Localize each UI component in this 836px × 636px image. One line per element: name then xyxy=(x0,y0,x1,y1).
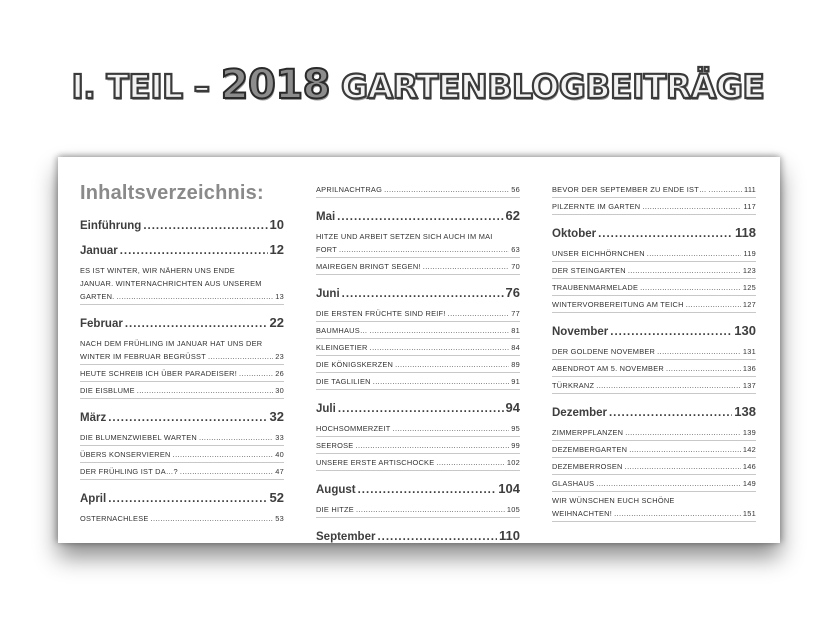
toc-entry xyxy=(316,501,520,518)
section-page: 110 xyxy=(499,528,520,543)
leader-dots xyxy=(614,509,741,518)
leader-dots xyxy=(642,202,741,211)
leader-dots xyxy=(709,185,742,194)
entry-label: WINTER IM FEBRUAR BEGRÜSST xyxy=(80,352,206,361)
toc-entry xyxy=(552,181,756,198)
entry-page: 125 xyxy=(742,283,756,292)
toc-entry-text: ES IST WINTER, WIR NÄHERN UNS ENDE xyxy=(80,266,235,275)
entry-label: DIE HITZE xyxy=(316,505,354,514)
toc-entry xyxy=(80,429,284,446)
entry-label: SEEROSE xyxy=(316,441,354,450)
leader-dots xyxy=(598,228,733,240)
leader-dots xyxy=(686,300,741,309)
entry-page: 81 xyxy=(511,326,520,335)
toc-entry xyxy=(552,505,756,522)
toc-section-januar xyxy=(80,242,284,257)
entry-label: UNSERE ERSTE ARTISCHOCKE xyxy=(316,458,435,467)
entry-page: 149 xyxy=(742,479,756,488)
entry-label: PILZERNTE IM GARTEN xyxy=(552,202,641,211)
banner-year: 2018 xyxy=(220,62,331,108)
leader-dots xyxy=(208,352,273,361)
leader-dots xyxy=(180,467,273,476)
toc-section-februar xyxy=(80,315,284,330)
entry-page: 105 xyxy=(506,505,520,514)
banner-suffix: GARTENBLOGBEITRÄGE xyxy=(341,67,765,106)
toc-section-maerz xyxy=(80,409,284,424)
entry-page: 33 xyxy=(275,433,284,442)
toc-section-juli xyxy=(316,400,520,415)
toc-entry xyxy=(552,296,756,313)
entry-page: 47 xyxy=(275,467,284,476)
entry-page: 117 xyxy=(743,202,756,211)
leader-dots xyxy=(628,266,741,275)
toc-entry xyxy=(316,258,520,275)
entry-page: 77 xyxy=(511,309,520,318)
entry-label: DIE EISBLUME xyxy=(80,386,135,395)
section-page: 76 xyxy=(505,285,520,300)
toc-entry xyxy=(80,382,284,399)
toc-entry xyxy=(80,463,284,480)
leader-dots xyxy=(143,220,267,232)
toc-entry xyxy=(552,360,756,377)
entry-label: GARTEN. xyxy=(80,292,115,301)
toc-entry xyxy=(80,288,284,305)
toc-entry xyxy=(316,437,520,454)
leader-dots xyxy=(358,484,497,496)
entry-label: DIE KÖNIGSKERZEN xyxy=(316,360,394,369)
entry-label: DER GOLDENE NOVEMBER xyxy=(552,347,656,356)
section-label: August xyxy=(316,484,356,496)
entry-label: DER STEINGARTEN xyxy=(552,266,626,275)
entry-label: DEZEMBERROSEN xyxy=(552,462,623,471)
section-label: Juni xyxy=(316,288,340,300)
entry-page: 56 xyxy=(511,185,520,194)
toc-entry xyxy=(316,356,520,373)
toc-entry xyxy=(552,475,756,492)
toc-section-april xyxy=(80,490,284,505)
leader-dots xyxy=(355,441,509,450)
entry-label: WEIHNACHTEN! xyxy=(552,509,613,518)
section-page: 94 xyxy=(505,400,520,415)
entry-page: 53 xyxy=(275,514,284,523)
section-page: 52 xyxy=(269,490,284,505)
section-label: April xyxy=(80,493,107,505)
section-page: 22 xyxy=(269,315,284,330)
leader-dots xyxy=(338,403,504,415)
entry-label: HEUTE SCHREIB ICH ÜBER PARADEISER! xyxy=(80,369,238,378)
section-page: 138 xyxy=(734,404,756,419)
section-label: März xyxy=(80,412,107,424)
leader-dots xyxy=(137,386,274,395)
leader-dots xyxy=(108,493,267,505)
entry-label: DIE BLUMENZWIEBEL WARTEN xyxy=(80,433,198,442)
section-page: 118 xyxy=(735,225,756,240)
leader-dots xyxy=(337,211,503,223)
leader-dots xyxy=(625,462,741,471)
section-label: Einführung xyxy=(80,220,142,232)
entry-page: 91 xyxy=(511,377,520,386)
toc-entry xyxy=(552,441,756,458)
toc-section-juni xyxy=(316,285,520,300)
entry-page: 99 xyxy=(511,441,520,450)
toc-entry-text: NACH DEM FRÜHLING IM JANUAR HAT UNS DER xyxy=(80,339,263,348)
leader-dots xyxy=(377,531,497,543)
toc-entry xyxy=(80,446,284,463)
entry-page: 84 xyxy=(511,343,520,352)
entry-page: 26 xyxy=(275,369,284,378)
section-page: 12 xyxy=(269,242,284,257)
leader-dots xyxy=(108,412,267,424)
leader-dots xyxy=(596,479,741,488)
leader-dots xyxy=(610,326,732,338)
entry-page: 123 xyxy=(742,266,756,275)
toc-entry xyxy=(552,458,756,475)
entry-page: 70 xyxy=(511,262,520,271)
leader-dots xyxy=(448,309,510,318)
toc-entry xyxy=(552,245,756,262)
entry-label: HOCHSOMMERZEIT xyxy=(316,424,391,433)
toc-entry xyxy=(80,365,284,382)
section-page: 10 xyxy=(269,217,284,232)
entry-label: FORT xyxy=(316,245,337,254)
entry-page: 139 xyxy=(742,428,756,437)
toc-section-dezember xyxy=(552,404,756,419)
entry-label: ÜBERS KONSERVIEREN xyxy=(80,450,171,459)
toc-entry-text: HITZE UND ARBEIT SETZEN SICH AUCH IM MAI xyxy=(316,232,493,241)
leader-dots xyxy=(666,364,741,373)
page-banner xyxy=(0,62,836,108)
entry-label: APRILNACHTRAG xyxy=(316,185,383,194)
section-label: Oktober xyxy=(552,228,597,240)
toc-entry xyxy=(316,454,520,471)
leader-dots xyxy=(373,377,510,386)
toc-entry xyxy=(316,305,520,322)
entry-label: BAUMHAUS… xyxy=(316,326,368,335)
leader-dots xyxy=(173,450,274,459)
entry-label: TÜRKRANZ xyxy=(552,381,595,390)
leader-dots xyxy=(609,407,732,419)
toc-section-oktober xyxy=(552,225,756,240)
entry-page: 13 xyxy=(275,292,284,301)
toc-section-august xyxy=(316,481,520,496)
leader-dots xyxy=(423,262,510,271)
entry-label: DEZEMBERGARTEN xyxy=(552,445,628,454)
banner-prefix: I. TEIL – xyxy=(71,67,210,106)
section-page: 130 xyxy=(734,323,756,338)
entry-label: ZIMMERPFLANZEN xyxy=(552,428,624,437)
toc-entry-text: WIR WÜNSCHEN EUCH SCHÖNE xyxy=(552,496,675,505)
entry-label: ABENDROT AM 5. NOVEMBER xyxy=(552,364,664,373)
toc-column-1 xyxy=(80,181,284,523)
leader-dots xyxy=(356,505,505,514)
leader-dots xyxy=(596,381,741,390)
entry-page: 151 xyxy=(742,509,756,518)
entry-label: GLASHAUS xyxy=(552,479,595,488)
section-label: November xyxy=(552,326,609,338)
toc-column-2 xyxy=(316,181,520,548)
leader-dots xyxy=(125,318,268,330)
entry-page: 142 xyxy=(742,445,756,454)
toc-entry xyxy=(316,339,520,356)
leader-dots xyxy=(384,185,509,194)
leader-dots xyxy=(393,424,510,433)
leader-dots xyxy=(116,292,273,301)
section-page: 32 xyxy=(269,409,284,424)
entry-label: MAIREGEN BRINGT SEGEN! xyxy=(316,262,421,271)
leader-dots xyxy=(395,360,509,369)
toc-section-mai xyxy=(316,208,520,223)
leader-dots xyxy=(339,245,509,254)
entry-label: DER FRÜHLING IST DA…? xyxy=(80,467,178,476)
toc-section-einfuehrung xyxy=(80,217,284,232)
toc-entry xyxy=(316,420,520,437)
entry-label: WINTERVORBEREITUNG AM TEICH xyxy=(552,300,684,309)
entry-page: 119 xyxy=(743,249,756,258)
entry-label: KLEINGETIER xyxy=(316,343,368,352)
toc-entry xyxy=(552,262,756,279)
section-label: Januar xyxy=(80,245,118,257)
entry-label: BEVOR DER SEPTEMBER ZU ENDE IST… xyxy=(552,185,707,194)
section-page: 104 xyxy=(498,481,520,496)
toc-entry-text: JANUAR. WINTERNACHRICHTEN AUS UNSEREM xyxy=(80,279,262,288)
toc-entry xyxy=(552,424,756,441)
entry-label: UNSER EICHHÖRNCHEN xyxy=(552,249,645,258)
leader-dots xyxy=(657,347,741,356)
toc-entry xyxy=(316,241,520,258)
section-label: Juli xyxy=(316,403,336,415)
entry-page: 40 xyxy=(275,450,284,459)
entry-label: TRAUBENMARMELADE xyxy=(552,283,639,292)
toc-entry xyxy=(552,279,756,296)
section-label: Februar xyxy=(80,318,123,330)
toc-entry xyxy=(552,377,756,394)
entry-label: DIE TAGLILIEN xyxy=(316,377,371,386)
entry-page: 95 xyxy=(511,424,520,433)
leader-dots xyxy=(640,283,741,292)
leader-dots xyxy=(342,288,504,300)
entry-page: 63 xyxy=(511,245,520,254)
leader-dots xyxy=(625,428,741,437)
toc-section-november xyxy=(552,323,756,338)
section-label: Dezember xyxy=(552,407,607,419)
toc-entry xyxy=(552,198,756,215)
leader-dots xyxy=(239,369,273,378)
entry-page: 137 xyxy=(742,381,756,390)
leader-dots xyxy=(370,326,510,335)
toc-entry xyxy=(552,343,756,360)
entry-page: 127 xyxy=(742,300,756,309)
section-label: Mai xyxy=(316,211,336,223)
section-page: 62 xyxy=(505,208,520,223)
entry-page: 30 xyxy=(275,386,284,395)
entry-page: 111 xyxy=(744,185,756,194)
entry-label: DIE ERSTEN FRÜCHTE SIND REIF! xyxy=(316,309,446,318)
entry-page: 23 xyxy=(275,352,284,361)
entry-page: 131 xyxy=(742,347,756,356)
toc-entry xyxy=(316,181,520,198)
entry-page: 102 xyxy=(506,458,520,467)
toc-column-3 xyxy=(552,181,756,522)
entry-label: OSTERNACHLESE xyxy=(80,514,149,523)
toc-entry xyxy=(316,322,520,339)
toc-card xyxy=(58,157,780,543)
toc-entry xyxy=(80,510,284,523)
leader-dots xyxy=(151,514,274,523)
entry-page: 136 xyxy=(742,364,756,373)
leader-dots xyxy=(436,458,505,467)
toc-entry xyxy=(80,348,284,365)
leader-dots xyxy=(647,249,742,258)
leader-dots xyxy=(120,245,268,257)
leader-dots xyxy=(199,433,273,442)
entry-page: 146 xyxy=(742,462,756,471)
toc-section-september xyxy=(316,528,520,543)
entry-page: 89 xyxy=(511,360,520,369)
toc-title: Inhaltsverzeichnis: xyxy=(80,182,264,204)
leader-dots xyxy=(370,343,510,352)
toc-entry xyxy=(316,373,520,390)
section-label: September xyxy=(316,531,376,543)
leader-dots xyxy=(629,445,741,454)
